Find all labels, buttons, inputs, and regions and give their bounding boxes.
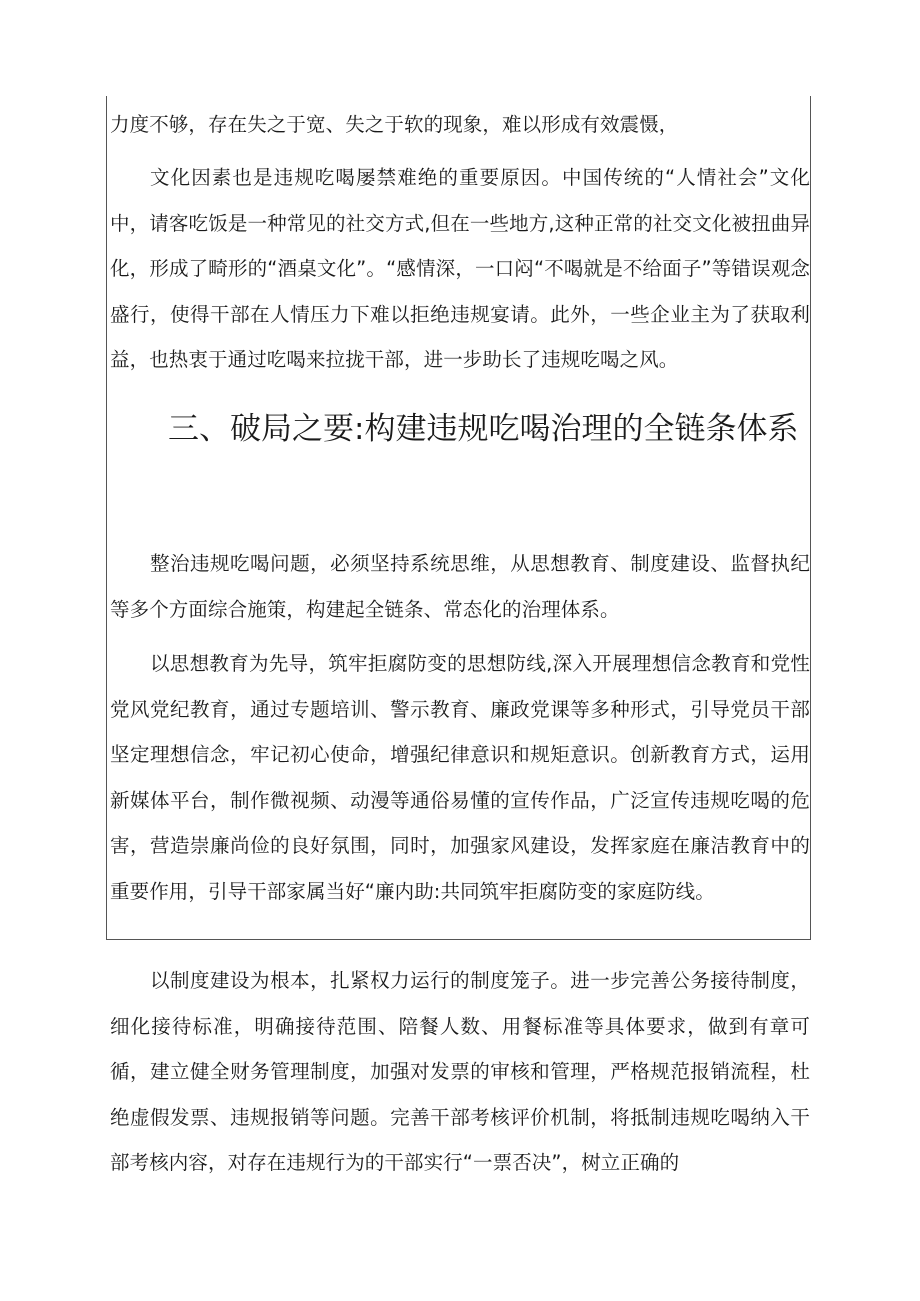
section-heading: 三、破局之要:构建违规吃喝治理的全链条体系 — [168, 411, 799, 447]
paragraph-systems-text: 整治违规吃喝问题，必须坚持系统思维，从思想教育、制度建设、监督执纪等多个方面综合施策，构建起全链条、常态化的治理体系。 — [110, 552, 810, 621]
continuation-line — [110, 102, 810, 148]
paragraph-system-building — [110, 958, 810, 1186]
paragraph-education — [110, 641, 810, 914]
paragraph-system-building-text: 以制度建设为根本，扎紧权力运行的制度笼子。进一步完善公务接待制度，细化接待标准，明确接待范围、陪餐人数、用餐标准等具体要求，做到有章可循，建立健全财务管理制度，加强对发票的审核和管理，严格规范报销流程，杜绝虚假发票、违规报销等问题。完善干部考核评价机制，将抵制违规吃喝纳入干部考核内容，对存在违规行为的干部实行“一票否决”，树立正确的 — [110, 969, 810, 1174]
paragraph-culture — [110, 155, 810, 383]
continuation-text: 力度不够，存在失之于宽、失之于软的现象，难以形成有效震慑， — [110, 113, 679, 136]
paragraph-systems — [110, 541, 810, 632]
paragraph-culture-text: 文化因素也是违规吃喝屡禁难绝的重要原因。中国传统的“人情社会”文化中，请客吃饭是一种常见的社交方式,但在一些地方,这种正常的社交文化被扭曲异化，形成了畸形的“酒桌文化”。“感情深，一口闷“不喝就是不给面子”等错误观念盛行，使得干部在人情压力下难以拒绝违规宴请。此外，一些企业主为了获取利益，也热衷于通过吃喝来拉拢干部，进一步助长了违规吃喝之风。 — [110, 166, 810, 371]
paragraph-education-text: 以思想教育为先导，筑牢拒腐防变的思想防线,深入开展理想信念教育和党性党风党纪教育，通过专题培训、警示教育、廉政党课等多种形式，引导党员干部坚定理想信念，牢记初心使命，增强纪律意识和规矩意识。创新教育方式，运用新媒体平台，制作微视频、动漫等通俗易懂的宣传作品，广泛宣传违规吃喝的危害，营造崇廉尚俭的良好氛围，同时，加强家风建设，发挥家庭在廉洁教育中的重要作用，引导干部家属当好“廉内助:共同筑牢拒腐防变的家庭防线。 — [110, 652, 810, 903]
